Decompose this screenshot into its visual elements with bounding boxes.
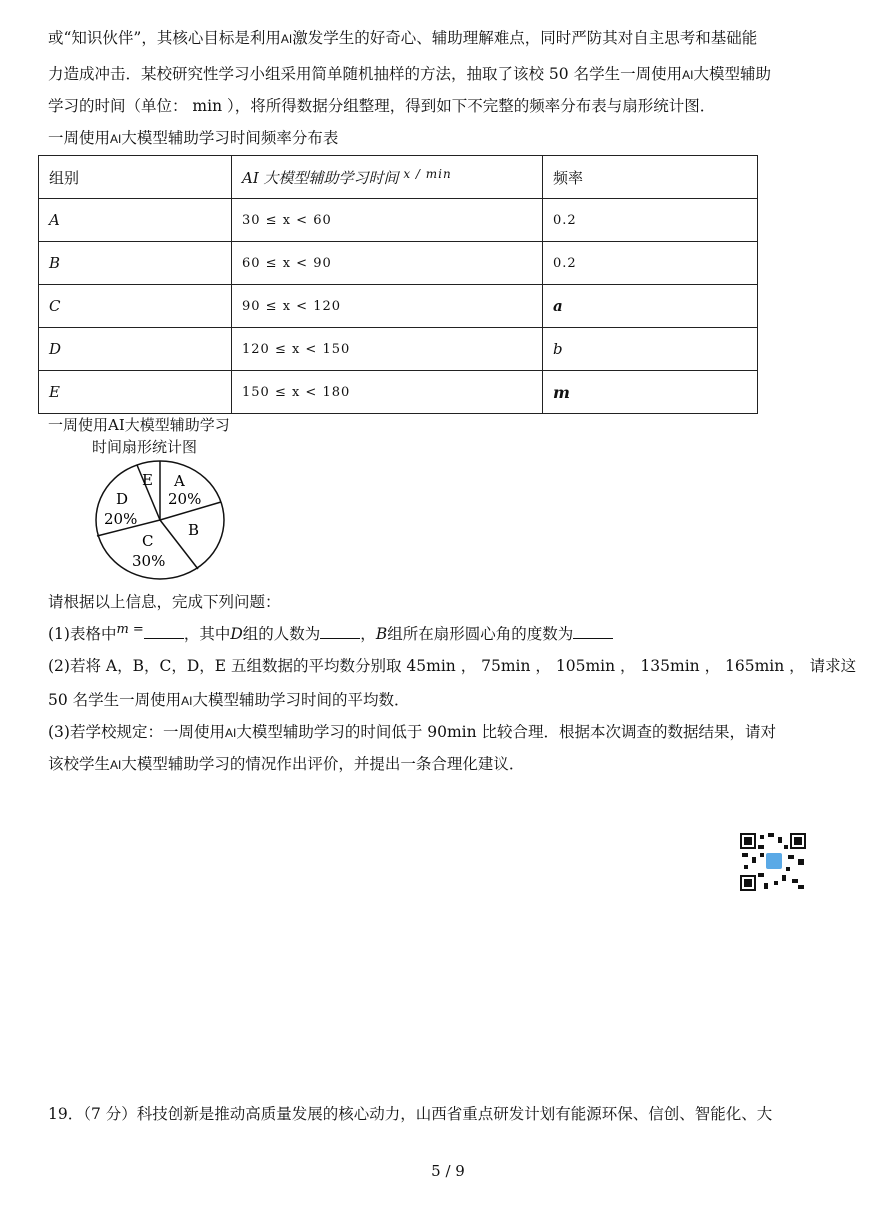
table-row bbox=[39, 328, 758, 371]
question-3-line-2 bbox=[48, 752, 524, 774]
table-row bbox=[39, 199, 758, 242]
q1-text: (1)表格中 bbox=[48, 625, 117, 643]
pie-label-a: A bbox=[174, 472, 185, 490]
row-group: E bbox=[39, 371, 232, 414]
q1-text: ， bbox=[360, 625, 376, 643]
intro-line-3: 学习的时间（单位： min ），将所得数据分组整理，得到如下不完整的频率分布表与扇形统计图． bbox=[48, 97, 716, 115]
row-frequency: 0.2 bbox=[543, 199, 758, 242]
answer-blank[interactable] bbox=[144, 624, 184, 639]
table-title bbox=[48, 126, 338, 148]
row-group: D bbox=[39, 328, 232, 371]
intro-text: 大模型辅助 bbox=[693, 65, 771, 83]
row-range: 30 ≤ x < 60 bbox=[232, 199, 543, 242]
pie-label-b: B bbox=[188, 521, 200, 539]
header-time-label: AI 大模型辅助学习时间 bbox=[242, 168, 399, 187]
pie-caption-line-1: 一周使用AI大模型辅助学习 bbox=[48, 416, 230, 434]
header-frequency: 频率 bbox=[543, 156, 758, 199]
row-range: 120 ≤ x < 150 bbox=[232, 328, 543, 371]
row-frequency: 0.2 bbox=[543, 242, 758, 285]
row-frequency: a bbox=[543, 285, 758, 328]
row-frequency: m bbox=[543, 371, 758, 414]
intro-text: 或“知识伙伴”，其核心目标是利用 bbox=[48, 29, 281, 47]
table-row bbox=[39, 371, 758, 414]
q3-text: 大模型辅助学习的时间低于 90min 比较合理．根据本次调查的数据结果，请对 bbox=[236, 723, 777, 741]
title-text: 大模型辅助学习时间频率分布表 bbox=[121, 129, 339, 147]
answer-blank[interactable] bbox=[573, 624, 613, 639]
row-range: 60 ≤ x < 90 bbox=[232, 242, 543, 285]
row-group: C bbox=[39, 285, 232, 328]
ai-label: AI bbox=[110, 132, 122, 146]
pie-label-c: C bbox=[142, 532, 154, 550]
ai-label: AI bbox=[110, 758, 122, 772]
q1-var-m: m = bbox=[116, 622, 144, 637]
question-2-line-2 bbox=[48, 688, 410, 710]
frequency-table bbox=[38, 155, 758, 414]
row-frequency: b bbox=[543, 328, 758, 371]
title-text: 一周使用 bbox=[48, 129, 111, 147]
q3-text: 大模型辅助学习的情况作出评价，并提出一条合理化建议． bbox=[121, 755, 525, 773]
q1-group-b: B bbox=[375, 625, 388, 643]
table-row bbox=[39, 285, 758, 328]
intro-line-1 bbox=[48, 26, 757, 48]
pie-label-d-pct: 20% bbox=[104, 510, 138, 528]
page-number: 5 / 9 bbox=[431, 1162, 465, 1180]
intro-text: 激发学生的好奇心、辅助理解难点，同时严防其对自主思考和基础能 bbox=[292, 29, 758, 47]
q2-text: 50 名学生一周使用 bbox=[48, 691, 182, 709]
ai-label: AI bbox=[181, 694, 193, 708]
row-range: 90 ≤ x < 120 bbox=[232, 285, 543, 328]
row-range: 150 ≤ x < 180 bbox=[232, 371, 543, 414]
ai-label: AI bbox=[682, 68, 694, 82]
pie-label-e: E bbox=[142, 471, 153, 489]
q3-text: (3)若学校规定：一周使用 bbox=[48, 723, 225, 741]
pie-chart bbox=[90, 458, 230, 582]
question-2-line-1: (2)若将 A，B，C，D，E 五组数据的平均数分别取 45min ， 75min ， 105min ， 135min ， 165min ， 请求这 bbox=[48, 657, 857, 675]
intro-line-2 bbox=[48, 62, 771, 84]
question-3-line-1 bbox=[48, 720, 776, 742]
qr-caption bbox=[740, 893, 816, 898]
row-group: A bbox=[39, 199, 232, 242]
pie-label-a-pct: 20% bbox=[168, 490, 202, 508]
pie-label-d: D bbox=[116, 490, 129, 508]
intro-text: 力造成冲击．某校研究性学习小组采用简单随机抽样的方法，抽取了该校 50 名学生一周使用 bbox=[48, 65, 683, 83]
table-row bbox=[39, 242, 758, 285]
header-time-unit: x / min bbox=[403, 166, 452, 181]
q1-text: 组的人数为 bbox=[242, 625, 321, 643]
header-time bbox=[232, 156, 543, 199]
answer-blank[interactable] bbox=[320, 624, 360, 639]
pie-caption-line-2: 时间扇形统计图 bbox=[92, 438, 198, 456]
row-group: B bbox=[39, 242, 232, 285]
q1-group-d: D bbox=[230, 625, 243, 643]
pie-label-c-pct: 30% bbox=[132, 552, 166, 570]
q2-text: 大模型辅助学习时间的平均数． bbox=[192, 691, 410, 709]
q1-text: ，其中 bbox=[183, 625, 231, 643]
table-header-row bbox=[39, 156, 758, 199]
question-19: 19．（7 分）科技创新是推动高质量发展的核心动力，山西省重点研发计划有能源环保、信创、智能化、大 bbox=[48, 1105, 773, 1123]
question-1 bbox=[48, 622, 613, 644]
ai-label: AI bbox=[280, 32, 293, 46]
header-group: 组别 bbox=[39, 156, 232, 199]
ai-label: AI bbox=[224, 726, 237, 740]
q1-text: 组所在扇形圆心角的度数为 bbox=[387, 625, 574, 643]
q3-text: 该校学生 bbox=[48, 755, 111, 773]
qr-code[interactable] bbox=[740, 833, 806, 891]
questions-intro: 请根据以上信息，完成下列问题： bbox=[48, 593, 281, 611]
